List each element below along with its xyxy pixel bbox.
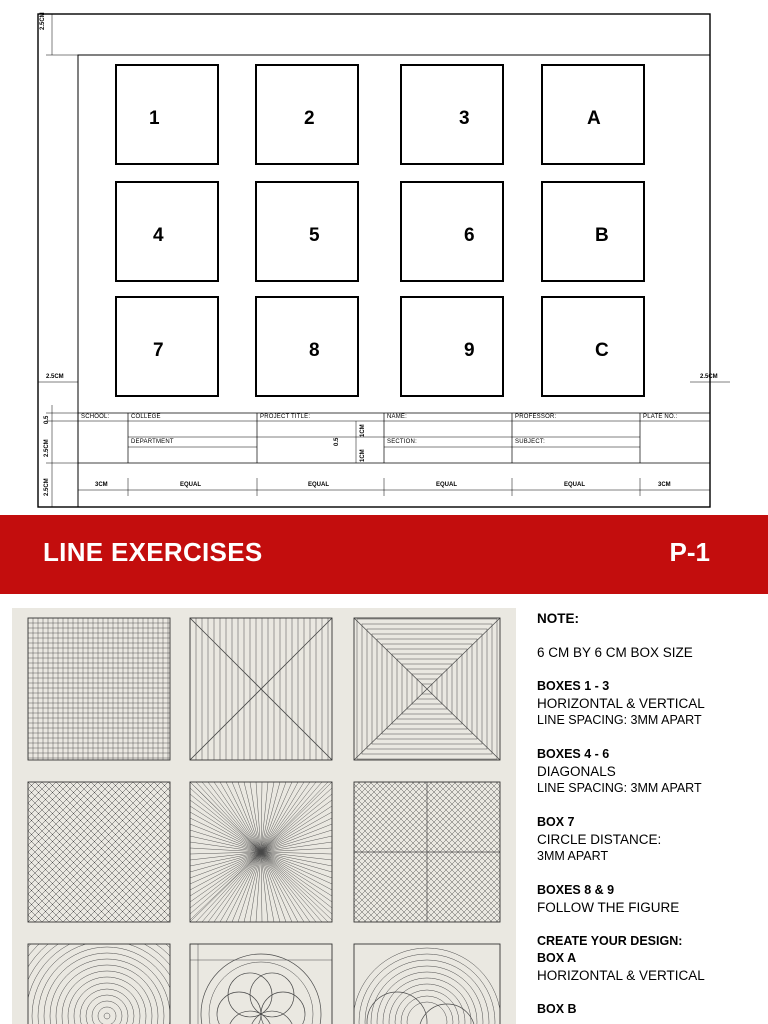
box-label: 9 [464,340,475,361]
dim-tb-row3: 2.5CM [44,478,50,496]
notes-box-7-title: BOX 7 [537,815,575,829]
plate-box-2 [255,64,359,165]
tb-professor: PROFESSOR: [515,414,557,420]
plate-box-b [541,181,645,282]
plate-box-7 [115,296,219,397]
tb-plate-no: PLATE NO.: [643,414,678,420]
box-label: 7 [153,340,164,361]
notes-heading: NOTE: [537,611,579,626]
notes-box-b-title: BOX B [537,1002,577,1016]
tb-school: SCHOOL: [81,414,110,420]
sketch-concentric-circles [12,887,236,1024]
notes-box-size: 6 CM BY 6 CM BOX SIZE [537,645,693,660]
box-label: 1 [149,108,160,129]
plate-box-8 [255,296,359,397]
dim-top: 2.5CM [40,12,46,30]
dim-bottom-3: EQUAL [308,482,329,488]
dim-bottom-1: 3CM [95,482,108,488]
box-label: 6 [464,225,475,246]
plate-box-1 [115,64,219,165]
notes-boxes-4-6-line2: LINE SPACING: 3MM APART [537,781,702,795]
plate-box-3 [400,64,504,165]
dim-bottom-5: EQUAL [564,482,585,488]
notes-boxes-8-9-line1: FOLLOW THE FIGURE [537,900,680,915]
notes-boxes-1-3-line1: HORIZONTAL & VERTICAL [537,696,705,711]
notes-box-a-line1: HORIZONTAL & VERTICAL [537,968,705,983]
notes-boxes-1-3-title: BOXES 1 - 3 [537,679,610,693]
dim-tb-row1: 0.5 [44,415,50,424]
tb-department: DEPARTMENT [131,439,174,445]
sketch-concentric-squares [354,618,500,760]
banner-title: LINE EXERCISES [43,537,263,567]
notes-boxes-4-6-title: BOXES 4 - 6 [537,747,610,761]
dim-left: 2.5CM [46,374,64,380]
tb-name: NAME: [387,414,408,420]
sketch-grid [28,618,170,760]
dim-right: 2.5CM [700,374,718,380]
dim-bottom-6: 3CM [658,482,671,488]
notes-panel [537,610,762,1018]
sketch-hourglass [190,618,332,760]
dim-inner-a: 1CM [360,424,366,437]
box-label: 5 [309,225,320,246]
notes-box-7-line1: CIRCLE DISTANCE: [537,832,662,847]
dim-inner-b: 1CM [360,449,366,462]
banner-plate-code: P-1 [669,537,710,567]
notes-box-7-line2: 3MM APART [537,849,609,863]
notes-box-a-title: BOX A [537,951,577,965]
plate-box-4 [115,181,219,282]
box-label: 2 [304,108,315,129]
notes-boxes-1-3-line2: LINE SPACING: 3MM APART [537,713,702,727]
section-banner [0,515,768,594]
dim-inner-c: 0.5 [334,437,340,446]
dim-bottom-2: EQUAL [180,482,201,488]
sketch-diagonal-chevrons [190,782,332,922]
tb-project-title: PROJECT TITLE: [260,414,311,420]
tb-subject: SUBJECT: [515,439,545,445]
notes-design-title: CREATE YOUR DESIGN: [537,934,683,948]
box-label: 8 [309,340,320,361]
dim-tb-row2: 2.5CM [44,439,50,457]
sketch-circle-flower [190,944,332,1024]
notes-boxes-8-9-title: BOXES 8 & 9 [537,883,615,897]
sketch-arcs [353,948,501,1024]
dim-bottom-4: EQUAL [436,482,457,488]
tb-section: SECTION: [387,439,417,445]
plate-box-a [541,64,645,165]
tb-college: COLLEGE [131,414,161,420]
box-label: 3 [459,108,470,129]
exercise-sketches [12,608,516,1024]
exercise-photo [12,608,516,1024]
plate-box-9 [400,296,504,397]
plate-box-c [541,296,645,397]
plate-box-6 [400,181,504,282]
box-label: A [587,108,601,129]
box-label: 4 [153,225,164,246]
box-label: B [595,225,609,246]
plate-box-5 [255,181,359,282]
notes-boxes-4-6-line1: DIAGONALS [537,764,616,779]
box-label: C [595,340,609,361]
